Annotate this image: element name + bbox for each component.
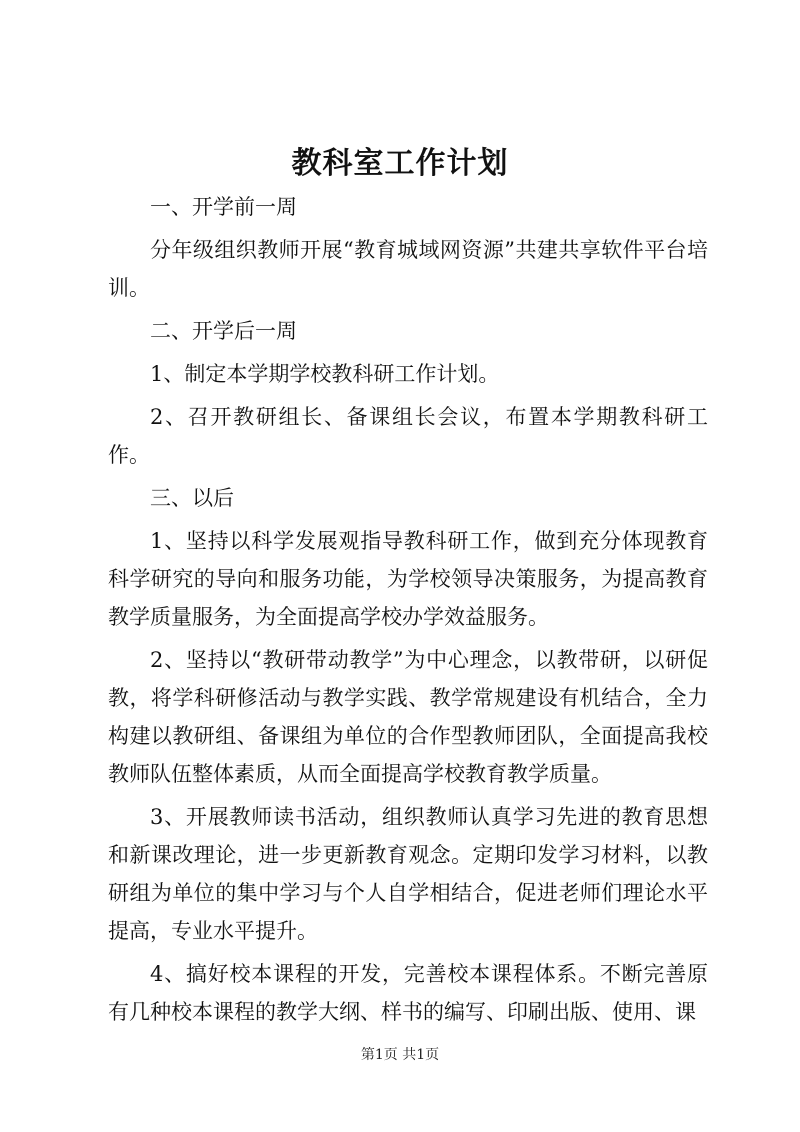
document-title: 教科室工作计划 <box>291 146 509 181</box>
paragraph-item-2: 2、坚持以“教研带动教学”为中心理念，以教带研，以研促教，将学科研修活动与教学实践、教学常规建设有机结合，全力构建以教研组、备课组为单位的合作型教师团队，全面提高我校教师队伍整体素质，从而全面提高学校教育教学质量。 <box>108 648 708 786</box>
section-heading-after-term: 二、开学后一周 <box>150 319 297 343</box>
page-footer: 第1页 共1页 <box>360 1047 440 1063</box>
paragraph-training: 分年级组织教师开展“教育城域网资源”共建共享软件平台培训。 <box>108 238 708 300</box>
paragraph-meeting: 2、召开教研组长、备课组长会议，布置本学期教科研工作。 <box>108 405 708 467</box>
section-heading-later: 三、以后 <box>150 486 234 510</box>
paragraph-plan: 1、制定本学期学校教科研工作计划。 <box>150 362 500 386</box>
section-heading-before-term: 一、开学前一周 <box>150 195 297 219</box>
paragraph-item-4: 4、搞好校本课程的开发，完善校本课程体系。不断完善原有几种校本课程的教学大纲、样书的编写、印刷出版、使用、课 <box>108 962 708 1024</box>
paragraph-item-3: 3、开展教师读书活动，组织教师认真学习先进的教育思想和新课改理论，进一步更新教育观念。定期印发学习材料，以教研组为单位的集中学习与个人自学相结合，促进老师们理论水平提高，专业水平提升。 <box>108 805 708 943</box>
document-body <box>108 188 708 1036</box>
paragraph-item-1: 1、坚持以科学发展观指导教科研工作，做到充分体现教育科学研究的导向和服务功能，为学校领导决策服务，为提高教育教学质量服务，为全面提高学校办学效益服务。 <box>108 529 708 629</box>
